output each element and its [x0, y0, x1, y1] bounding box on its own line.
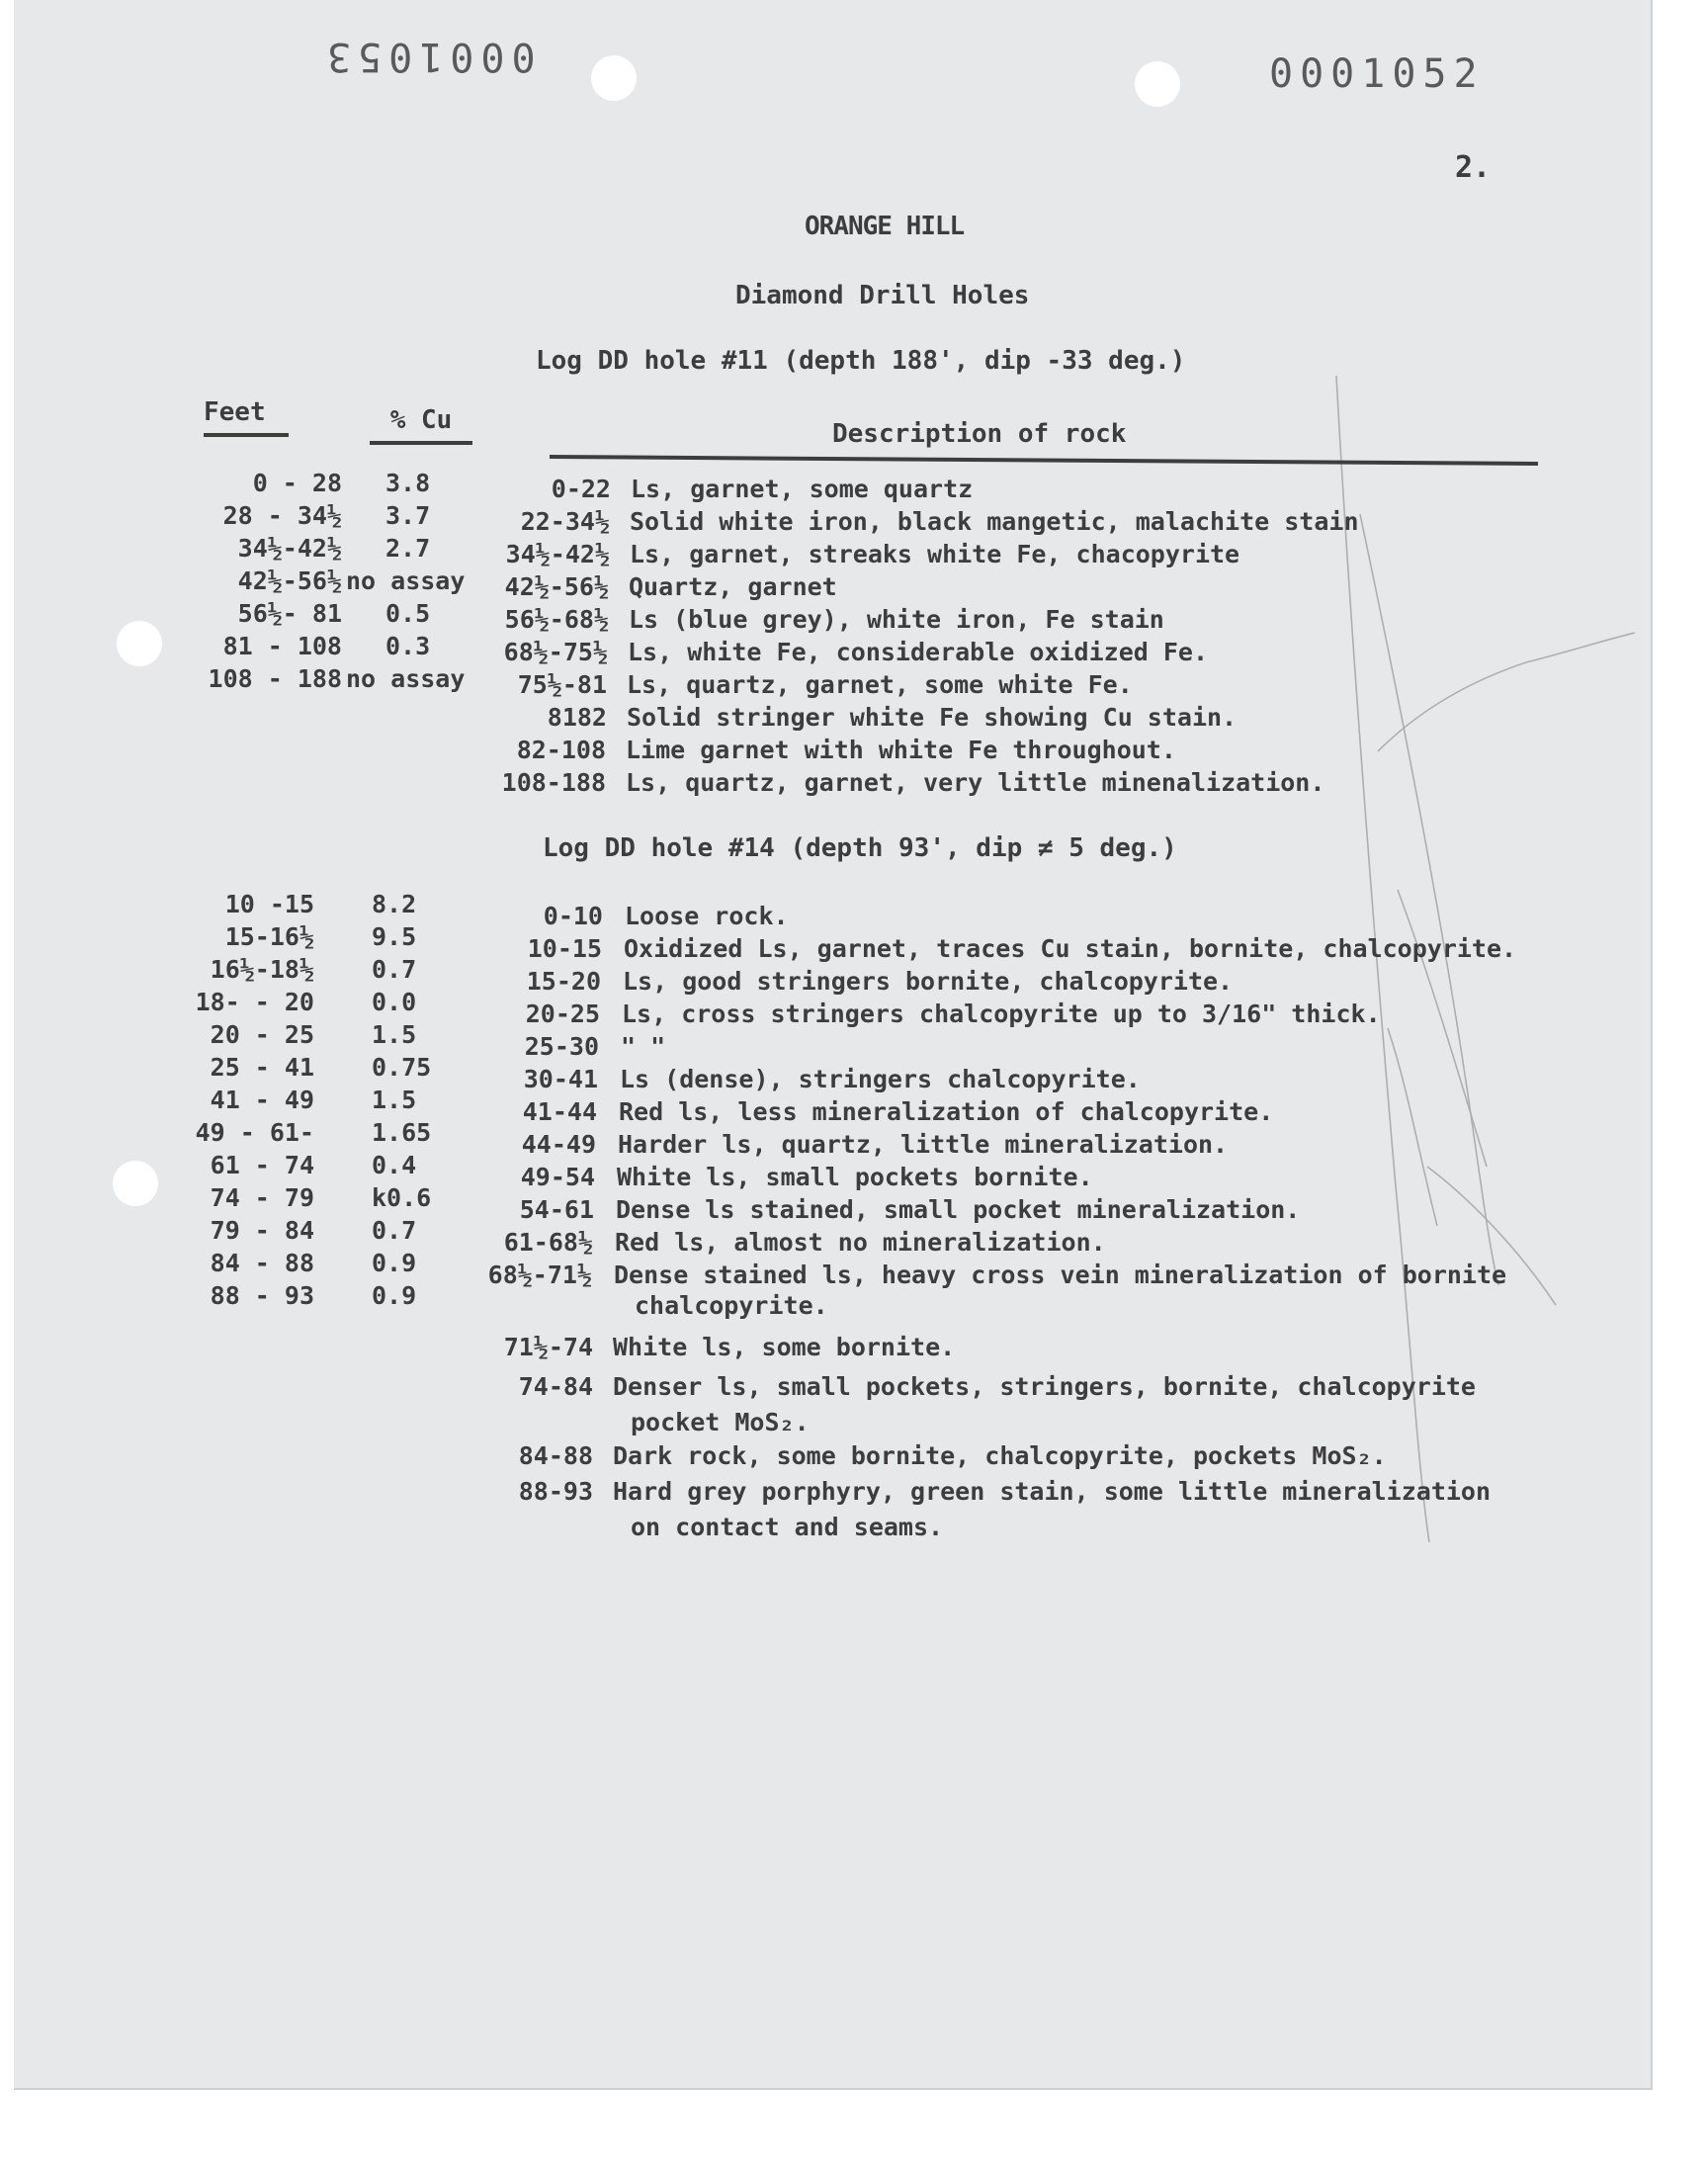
rock-description: Hard grey porphyry, green stain, some little mineralization [613, 1477, 1492, 1506]
assay-cu: 2.7 [385, 534, 431, 563]
assay-cu: 8.2 [372, 890, 417, 918]
assay-cu: 0.75 [372, 1053, 432, 1082]
rock-depth: 22-34½ [520, 507, 610, 536]
rock-description: Red ls, less mineralization of chalcopyrite. [619, 1097, 1274, 1126]
rock-description: Loose rock. [625, 902, 789, 930]
assay-feet: 28 - 34½ [222, 501, 342, 530]
rock-description: Ls, garnet, streaks white Fe, chacopyrite [630, 540, 1240, 568]
document-page [14, 0, 1653, 2090]
assay-feet: 34½-42½ [237, 534, 342, 563]
rock-description-continuation: on contact and seams. [631, 1513, 944, 1541]
rock-description: Ls, good stringers bornite, chalcopyrite. [623, 967, 1234, 996]
rock-depth: 56½-68½ [504, 605, 609, 634]
rock-description: Ls, garnet, some quartz [631, 475, 974, 503]
column-header-cu: % Cu [370, 405, 472, 445]
assay-feet: 56½- 81 [237, 599, 342, 628]
assay-feet: 0 - 28 [252, 469, 342, 497]
rock-description: Oxidized Ls, garnet, traces Cu stain, bornite, chalcopyrite. [624, 934, 1517, 963]
rock-description: Dense ls stained, small pocket mineralization. [616, 1195, 1301, 1224]
rock-description: Ls, quartz, garnet, very little minenalization. [626, 768, 1325, 797]
assay-feet: 81 - 108 [222, 632, 342, 660]
rock-description: White ls, some bornite. [613, 1333, 956, 1361]
assay-feet: 16½-18½ [210, 955, 314, 984]
rock-description: Dark rock, some bornite, chalcopyrite, pockets MoS₂. [613, 1441, 1387, 1470]
rock-description: " " [621, 1032, 666, 1061]
rock-description: Ls, quartz, garnet, some white Fe. [627, 670, 1133, 699]
rock-depth: 15-20 [526, 967, 601, 996]
rock-depth: 82-108 [516, 736, 606, 764]
assay-feet: 42½-56½ [237, 566, 342, 595]
assay-cu: no assay [346, 566, 466, 595]
rock-description-continuation: chalcopyrite. [635, 1291, 828, 1320]
doc-stamp-number: 0001052 [1269, 51, 1485, 97]
assay-cu: 0.0 [372, 988, 417, 1016]
assay-feet: 108 - 188 [208, 664, 342, 693]
rock-depth: 42½-56½ [504, 572, 609, 601]
assay-feet: 61 - 74 [210, 1151, 314, 1179]
rock-depth: 68½-75½ [503, 638, 608, 666]
assay-feet: 18- - 20 [195, 988, 314, 1016]
assay-cu: 0.9 [372, 1281, 417, 1310]
assay-cu: 9.5 [372, 922, 417, 951]
assay-cu: 3.7 [385, 501, 431, 530]
page-number: 2. [1455, 150, 1492, 185]
rock-depth: 49-54 [520, 1163, 595, 1191]
rock-depth: 25-30 [524, 1032, 599, 1061]
rock-description: Lime garnet with white Fe throughout. [626, 736, 1176, 764]
assay-cu: 1.5 [372, 1020, 417, 1049]
assay-feet: 41 - 49 [210, 1086, 314, 1114]
rock-description: Dense stained ls, heavy cross vein mineralization of bornite [614, 1261, 1507, 1289]
document-title: ORANGE HILL [805, 212, 965, 241]
rock-description: Red ls, almost no mineralization. [615, 1228, 1106, 1257]
assay-cu: 0.5 [385, 599, 431, 628]
assay-cu: no assay [346, 664, 466, 693]
rock-depth: 88-93 [518, 1477, 593, 1506]
rock-description: Ls, white Fe, considerable oxidized Fe. [628, 638, 1208, 666]
assay-feet: 88 - 93 [210, 1281, 314, 1310]
rock-depth: 20-25 [525, 1000, 600, 1028]
rock-depth: 75½-81 [517, 670, 607, 699]
assay-feet: 84 - 88 [210, 1249, 314, 1277]
assay-feet: 74 - 79 [210, 1183, 314, 1212]
rock-description-continuation: pocket MoS₂. [631, 1408, 810, 1436]
rock-depth: 54-61 [519, 1195, 594, 1224]
rock-description: Harder ls, quartz, little mineralization. [618, 1130, 1229, 1159]
assay-cu: k0.6 [372, 1183, 432, 1212]
rock-description: Ls (dense), stringers chalcopyrite. [620, 1065, 1141, 1093]
rock-description: Ls (blue grey), white iron, Fe stain [629, 605, 1164, 634]
rock-depth: 108-188 [501, 768, 606, 797]
rock-depth: 0-22 [551, 475, 611, 503]
assay-feet: 49 - 61- [195, 1118, 314, 1147]
rock-depth: 71½-74 [503, 1333, 593, 1361]
rock-description: Quartz, garnet [629, 572, 837, 601]
rock-depth: 10-15 [527, 934, 602, 963]
assay-cu: 0.7 [372, 955, 417, 984]
rock-depth: 34½-42½ [505, 540, 610, 568]
assay-feet: 79 - 84 [210, 1216, 314, 1245]
assay-cu: 0.3 [385, 632, 431, 660]
rock-depth: 84-88 [518, 1441, 593, 1470]
document-subtitle: Diamond Drill Holes [735, 281, 1030, 310]
rock-depth: 68½-71½ [487, 1261, 592, 1289]
log-14-heading: Log DD hole #14 (depth 93', dip ≠ 5 deg.) [543, 833, 1177, 863]
rock-depth: 8182 [547, 703, 607, 732]
rock-depth: 41-44 [522, 1097, 597, 1126]
rock-depth: 61-68½ [503, 1228, 593, 1257]
assay-cu: 3.8 [385, 469, 431, 497]
assay-cu: 0.9 [372, 1249, 417, 1277]
log-11-heading: Log DD hole #11 (depth 188', dip -33 deg.) [536, 346, 1186, 376]
doc-stamp-number-inverted: 0001053 [320, 34, 536, 79]
rock-depth: 0-10 [543, 902, 603, 930]
assay-feet: 10 -15 [224, 890, 314, 918]
rock-depth: 44-49 [521, 1130, 596, 1159]
assay-cu: 0.4 [372, 1151, 417, 1179]
rock-depth: 30-41 [523, 1065, 598, 1093]
assay-feet: 15-16½ [224, 922, 314, 951]
rock-description: Denser ls, small pockets, stringers, bornite, chalcopyrite [613, 1372, 1476, 1401]
rock-depth: 74-84 [518, 1372, 593, 1401]
rock-description: Solid stringer white Fe showing Cu stain. [627, 703, 1238, 732]
assay-cu: 1.5 [372, 1086, 417, 1114]
column-header-description: Description of rock [832, 419, 1127, 449]
assay-cu: 1.65 [372, 1118, 432, 1147]
assay-feet: 25 - 41 [210, 1053, 314, 1082]
assay-cu: 0.7 [372, 1216, 417, 1245]
rock-description: Ls, cross stringers chalcopyrite up to 3/16" thick. [622, 1000, 1381, 1028]
assay-feet: 20 - 25 [210, 1020, 314, 1049]
rock-description: Solid white iron, black mangetic, malachite stain [630, 507, 1359, 536]
column-header-feet: Feet [204, 397, 289, 437]
rock-description: White ls, small pockets bornite. [617, 1163, 1093, 1191]
